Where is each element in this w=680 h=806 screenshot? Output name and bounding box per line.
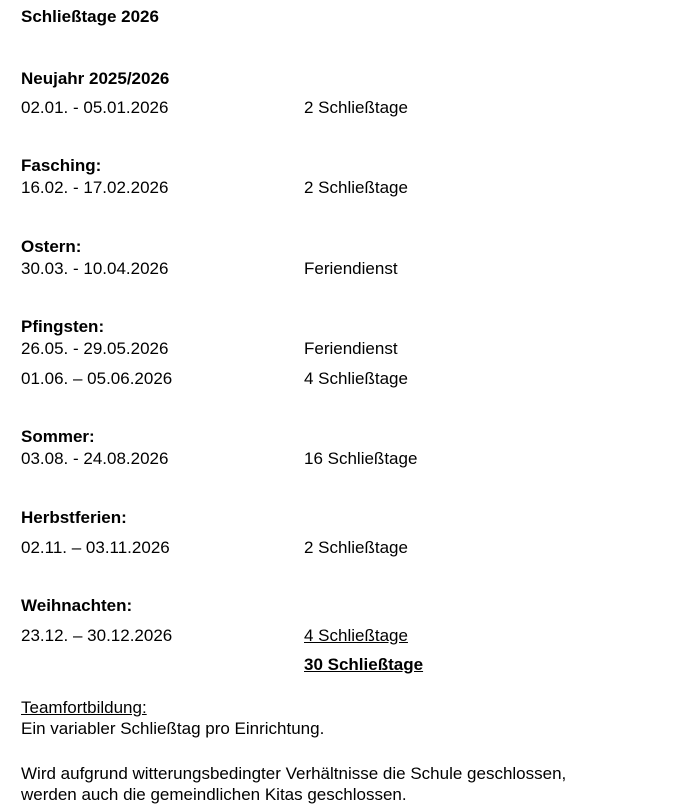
date-range-herbstferien: 02.11. – 03.11.2026 bbox=[21, 538, 170, 557]
section-heading-fasching: Fasching: bbox=[21, 156, 102, 175]
info-sommer: 16 Schließtage bbox=[304, 449, 418, 468]
date-range-fasching: 16.02. - 17.02.2026 bbox=[21, 178, 169, 197]
section-heading-herbstferien: Herbstferien: bbox=[21, 508, 127, 527]
date-range-ostern: 30.03. - 10.04.2026 bbox=[21, 259, 169, 278]
info-ostern: Feriendienst bbox=[304, 259, 398, 278]
date-range-weihnachten: 23.12. – 30.12.2026 bbox=[21, 626, 173, 645]
info-neujahr: 2 Schließtage bbox=[304, 98, 408, 117]
page-title: Schließtage 2026 bbox=[21, 7, 159, 26]
section-heading-ostern: Ostern: bbox=[21, 237, 82, 256]
teamfortbildung-label: Teamfortbildung: bbox=[21, 698, 147, 717]
date-range-pfingsten-2: 01.06. – 05.06.2026 bbox=[21, 369, 173, 388]
section-heading-pfingsten: Pfingsten: bbox=[21, 317, 105, 336]
section-heading-sommer: Sommer: bbox=[21, 427, 95, 446]
info-weihnachten: 4 Schließtage bbox=[304, 626, 408, 645]
total-closing-days: 30 Schließtage bbox=[304, 655, 424, 674]
section-heading-neujahr: Neujahr 2025/2026 bbox=[21, 69, 170, 88]
section-heading-weihnachten: Weihnachten: bbox=[21, 596, 133, 615]
date-range-pfingsten-1: 26.05. - 29.05.2026 bbox=[21, 339, 169, 358]
info-pfingsten-2: 4 Schließtage bbox=[304, 369, 408, 388]
info-pfingsten-1: Feriendienst bbox=[304, 339, 398, 358]
date-range-sommer: 03.08. - 24.08.2026 bbox=[21, 449, 169, 468]
weather-note-line-2: werden auch die gemeindlichen Kitas geschlossen. bbox=[21, 785, 407, 804]
weather-note-line-1: Wird aufgrund witterungsbedingter Verhältnisse die Schule geschlossen, bbox=[21, 764, 567, 783]
info-fasching: 2 Schließtage bbox=[304, 178, 408, 197]
teamfortbildung-text: Ein variabler Schließtag pro Einrichtung. bbox=[21, 719, 325, 738]
date-range-neujahr: 02.01. - 05.01.2026 bbox=[21, 98, 169, 117]
info-herbstferien: 2 Schließtage bbox=[304, 538, 408, 557]
